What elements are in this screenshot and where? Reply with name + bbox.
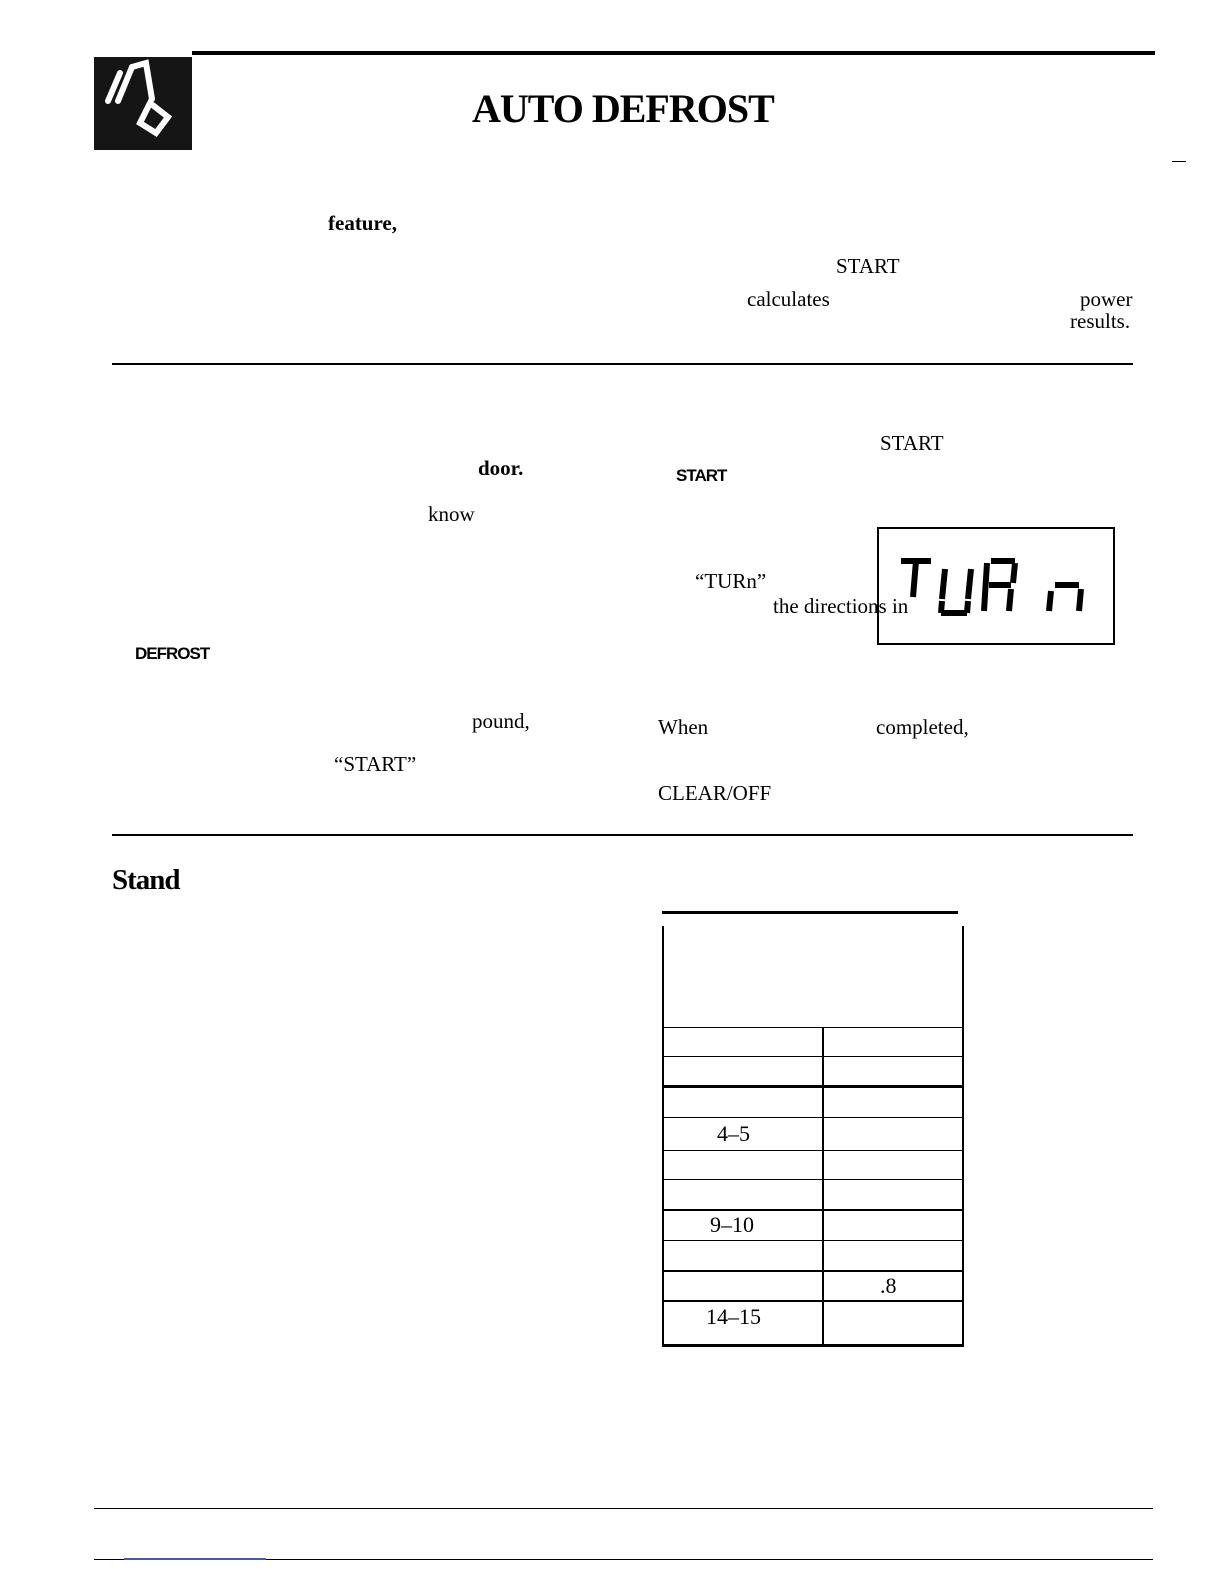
table-row-rule — [662, 1300, 964, 1302]
step-clear-off: CLEAR/OFF — [658, 781, 772, 805]
table-row-rule — [662, 1027, 964, 1028]
defrost-pad-label: DEFROST — [135, 644, 210, 663]
stand-heading: Stand — [112, 864, 180, 896]
table-cell-weight: 9–10 — [710, 1212, 754, 1237]
intro-word-results: results. — [1070, 309, 1131, 333]
table-heavy-rule — [662, 1270, 964, 1272]
table-row-rule — [662, 1056, 964, 1057]
table-right-border — [962, 926, 964, 1346]
table-row-rule — [662, 1117, 964, 1118]
intro-word-start: START — [836, 254, 900, 278]
footer-rule — [94, 1508, 1153, 1509]
table-cell-weight: 4–5 — [717, 1121, 750, 1146]
margin-mark — [1172, 161, 1186, 162]
table-left-border — [662, 926, 664, 1346]
table-bottom-rule — [662, 1344, 964, 1347]
step-turn-quoted: “TURn” — [695, 569, 767, 593]
intro-word-power: power — [1080, 287, 1133, 311]
step-word-completed: completed, — [876, 715, 969, 739]
intro-word-feature: feature, — [328, 211, 397, 235]
table-row-rule — [662, 1150, 964, 1151]
step-start-quoted: “START” — [334, 752, 417, 776]
table-top-rule — [662, 911, 958, 914]
intro-word-calculates: calculates — [747, 287, 830, 311]
step-word-door: door. — [478, 456, 524, 480]
display-readout — [879, 529, 1113, 643]
header-rule — [192, 51, 1155, 55]
table-cell-weight: 14–15 — [706, 1304, 761, 1329]
step-word-when: When — [658, 715, 709, 739]
step-word-pound: pound, — [472, 709, 530, 733]
table-row-rule — [662, 1179, 964, 1180]
footer-accent — [124, 1558, 266, 1560]
section-divider-1 — [112, 363, 1133, 365]
display-panel — [877, 527, 1115, 645]
page-title: AUTO DEFROST — [472, 86, 774, 131]
start-pad-label: START — [676, 466, 727, 485]
step-word-know: know — [428, 502, 475, 526]
table-heavy-rule — [662, 1209, 964, 1211]
section-divider-2 — [112, 834, 1133, 836]
hand-pressing-button-icon — [94, 57, 192, 150]
table-cell-value: .8 — [880, 1273, 897, 1298]
step-directions: the directions in — [773, 594, 909, 618]
step-start-word: START — [880, 431, 944, 455]
table-heavy-rule — [662, 1085, 964, 1088]
table-row-rule — [662, 1240, 964, 1241]
table-column-divider — [822, 1027, 824, 1346]
